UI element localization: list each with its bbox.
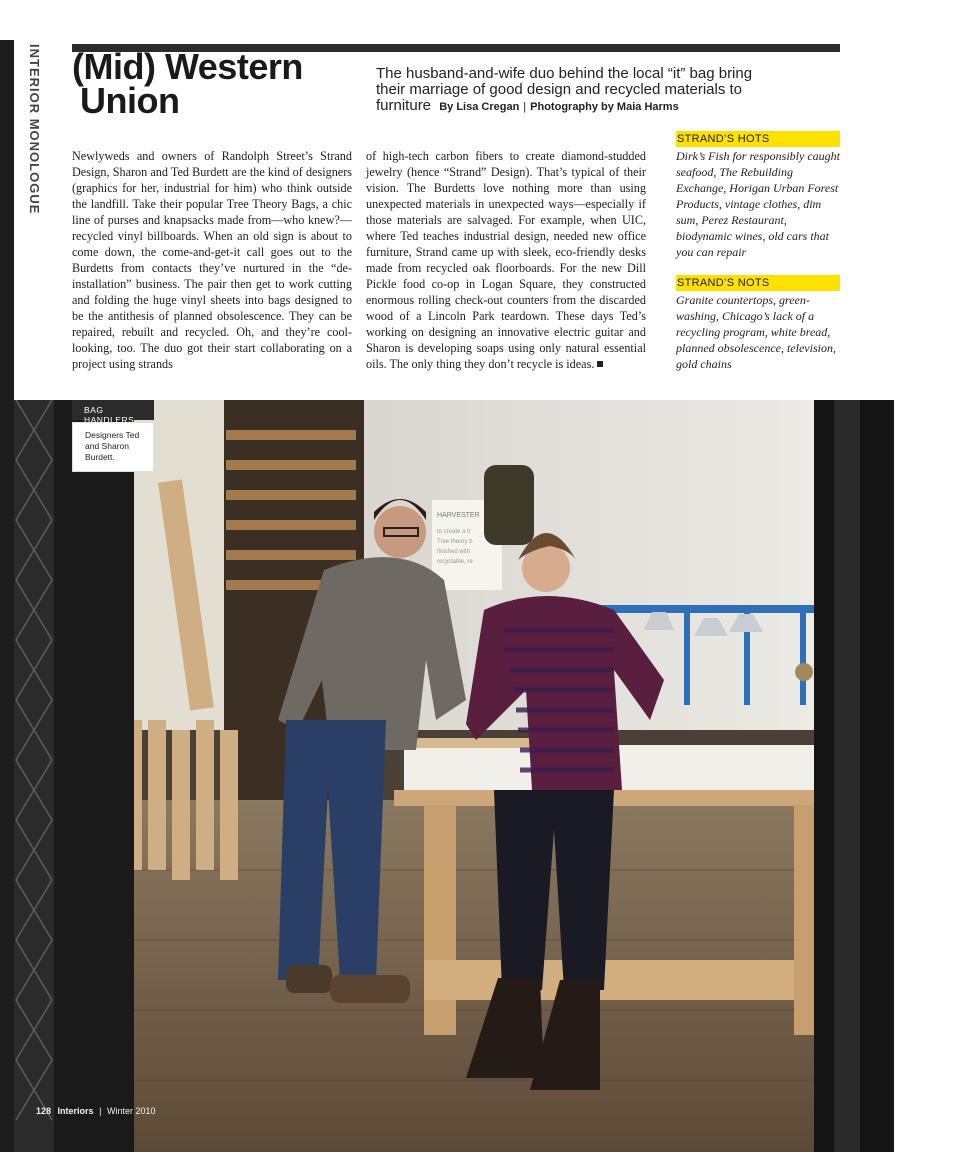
- feature-photo: [14, 400, 894, 1152]
- wall-sign-line-4: recyclable, re: [437, 559, 473, 565]
- caption-title: BAG HANDLERS: [72, 400, 154, 420]
- nots-heading: STRAND’S NOTS: [676, 275, 840, 291]
- body-column-2-text: of high-tech carbon fibers to create diamond-studded jewelry (hence “Strand” Design). That’s typical of their vision. The Burdetts love nothing more than using unexpected materials in unexpected ways—especially if those materials are salvaged. For example, when UIC, where Ted teaches industrial design, needed new office furniture, Strand came up with sleek, eco-friendly desks made from recycled oak floorboards. For the new Dill Pickle food co-op in Logan Square, they constructed enormous rolling check-out counters from the discarded wood of a Lincoln Park teardown. These days Ted’s working on designing an innovative electric guitar and Sharon is developing soaps using only natural essential oils. The only thing they don’t recycle is ideas.: [366, 149, 646, 371]
- credit-separator: |: [523, 101, 527, 113]
- hots-list: Dirk’s Fish for responsibly caught seafood, The Rebuilding Exchange, Horigan Urban Forest Products, vintage clothes, dim sum, Perez Restaurant, biodynamic wines, old cars that you can repair: [676, 149, 840, 259]
- workshop-photo-illustration: [14, 400, 894, 1152]
- author-credit: By Lisa Cregan: [439, 101, 520, 113]
- body-column-1: Newlyweds and owners of Randolph Street’s Strand Design, Sharon and Ted Burdett are the kind of designers (graphics for her, industrial for him) who think outside the landfill. Take their popular Tree Theory Bags, a chic line of purses and knapsacks made from—who knew?—recycled vinyl billboards. When an old sign is about to come down, the come-and-get-it call goes out to the Burdetts from contacts they’ve nurtured in the “de-installation” business. The pair then get to work cutting and folding the huge vinyl sheets into bags designed to be the antithesis of planned obsolescence. They can be repaired, rebuilt and recycled. Oh, and they’re cool-looking, too. The duo got their start collaborating on a project using strands: [72, 149, 352, 371]
- folio-divider: |: [99, 1106, 102, 1116]
- page-number: 128: [36, 1106, 52, 1116]
- hots-heading: STRAND’S HOTS: [676, 131, 840, 147]
- wall-sign-line-3: finished with: [437, 549, 471, 555]
- photo-credit: Photography by Maia Harms: [530, 101, 679, 113]
- wall-sign-line-2: Tree theory b: [437, 539, 473, 545]
- issue-date: Winter 2010: [106, 1106, 156, 1116]
- dek-text: The husband-and-wife duo behind the local “it” bag bring their marriage of good design and recycled materials to furniture: [376, 65, 753, 114]
- wall-sign-title: HARVESTER: [437, 512, 480, 519]
- caption-text: Designers Ted and Sharon Burdett.: [72, 422, 154, 472]
- byline: [439, 101, 679, 113]
- magazine-name: Interiors: [57, 1106, 94, 1116]
- headline-line-2: Union: [80, 80, 180, 121]
- section-label: INTERIOR MONOLOGUE: [27, 44, 42, 215]
- dek: [376, 66, 776, 115]
- headline: [72, 46, 362, 121]
- headline-line-1: (Mid) Western: [72, 46, 303, 87]
- end-mark-icon: [597, 361, 603, 367]
- wall-sign-line-1: to create a tr: [437, 529, 471, 535]
- folio: [36, 1106, 155, 1116]
- nots-list: Granite countertops, green-washing, Chicago’s lack of a recycling program, white bread, planned obsolescence, television, gold chains: [676, 293, 836, 371]
- page-edge-strip: [0, 40, 14, 1152]
- photo-caption: [72, 400, 154, 472]
- body-column-2: [366, 148, 646, 372]
